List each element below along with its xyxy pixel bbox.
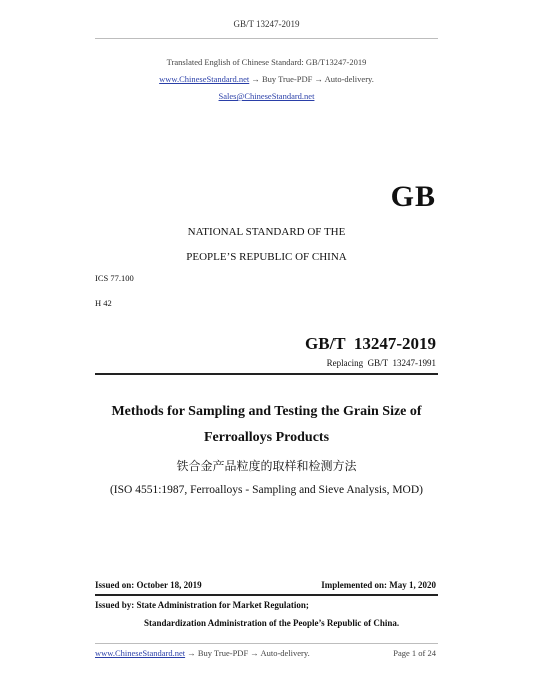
implemented-date: Implemented on: May 1, 2020 xyxy=(321,580,436,590)
page-current: 1 xyxy=(411,648,417,658)
standard-number: GB/T 13247-2019 xyxy=(305,334,436,353)
title-zh: 铁合金产品粒度的取样和检测方法 xyxy=(176,459,357,473)
page-number xyxy=(393,648,436,658)
arrow-right-icon: → xyxy=(251,74,260,84)
footer-delivery-text: Auto-delivery. xyxy=(260,648,310,658)
buy-true-pdf-text: Buy True-PDF xyxy=(262,74,313,84)
running-header: GB/T 13247-2019 xyxy=(233,19,300,29)
footer-rule xyxy=(95,643,438,644)
page-of: of xyxy=(418,648,426,658)
translation-note: Translated English of Chinese Standard: GB/T13247-2019 xyxy=(166,57,367,67)
title-en-line2: Ferroalloys Products xyxy=(203,430,330,445)
issuer-line1: Issued by: State Administration for Market Regulation; xyxy=(95,600,309,610)
sales-email-link[interactable]: Sales@ChineseStandard.net xyxy=(218,91,315,101)
footer-chinesestandard-link[interactable]: www.ChineseStandard.net xyxy=(95,648,186,658)
dates-rule xyxy=(95,594,438,596)
ics-code: ICS 77.100 xyxy=(95,273,134,283)
auto-delivery-text: Auto-delivery. xyxy=(324,74,374,84)
national-standard-line1: NATIONAL STANDARD OF THE xyxy=(187,226,346,238)
chinesestandard-link[interactable]: www.ChineseStandard.net xyxy=(159,74,250,84)
arrow-right-icon: → xyxy=(314,74,323,84)
page-total: 24 xyxy=(427,648,436,658)
ccs-code: H 42 xyxy=(95,298,112,308)
page-label: Page xyxy=(393,648,410,658)
header-rule xyxy=(95,38,438,39)
title-en-line1: Methods for Sampling and Testing the Grain Size of xyxy=(111,404,422,419)
arrow-right-icon: → xyxy=(187,648,196,658)
purchase-line xyxy=(0,74,533,84)
replacing-note: Replacing GB/T 13247-1991 xyxy=(326,358,436,368)
gb-logo: GB xyxy=(390,180,436,213)
footer-purchase-line xyxy=(95,648,310,658)
issuer-line2: Standardization Administration of the People’s Republic of China. xyxy=(144,618,400,628)
iso-reference: (ISO 4551:1987, Ferroalloys - Sampling and Sieve Analysis, MOD) xyxy=(109,484,424,496)
email-line xyxy=(0,91,533,101)
national-standard-line2: PEOPLE’S REPUBLIC OF CHINA xyxy=(186,251,347,263)
standard-rule xyxy=(95,373,438,375)
arrow-right-icon: → xyxy=(250,648,259,658)
issued-date: Issued on: October 18, 2019 xyxy=(95,580,202,590)
footer-buy-text: Buy True-PDF xyxy=(197,648,249,658)
